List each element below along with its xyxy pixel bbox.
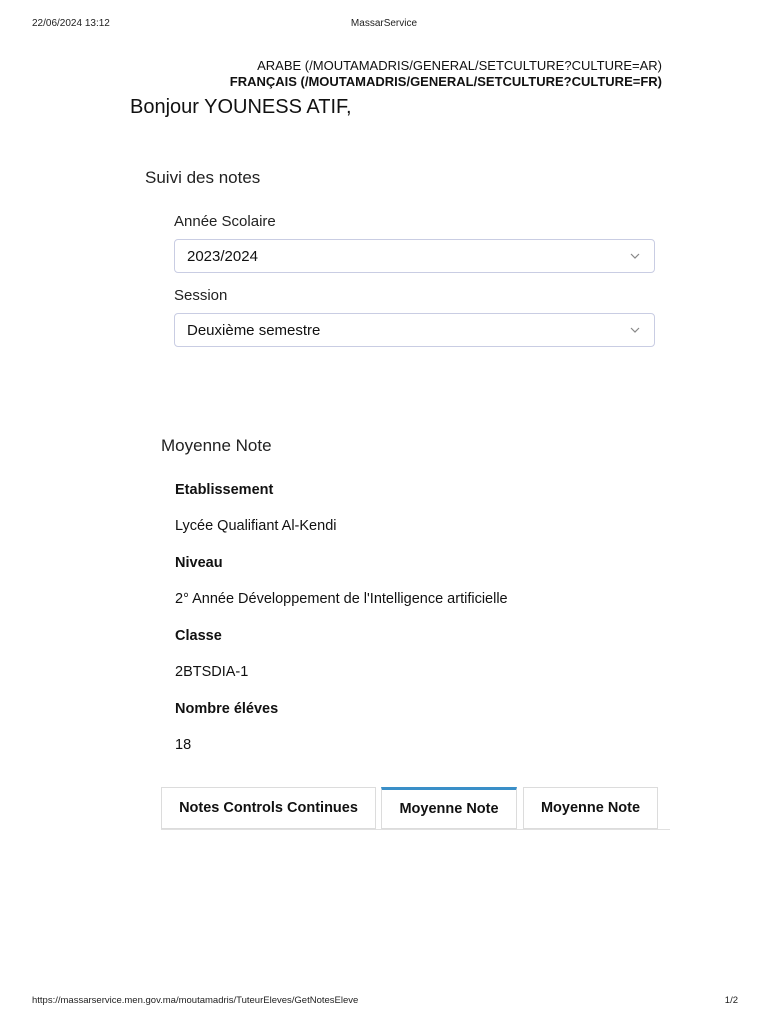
classe-label: Classe bbox=[175, 628, 222, 644]
session-select[interactable] bbox=[174, 313, 655, 347]
etablissement-label: Etablissement bbox=[175, 482, 274, 498]
moyenne-note-title: Moyenne Note bbox=[161, 436, 272, 455]
niveau-value: 2° Année Développement de l'Intelligence artificielle bbox=[175, 591, 508, 607]
session-value: Deuxième semestre bbox=[187, 322, 321, 339]
nombre-eleves-label: Nombre éléves bbox=[175, 701, 279, 717]
language-switcher bbox=[230, 58, 662, 90]
classe-value: 2BTSDIA-1 bbox=[175, 664, 249, 680]
language-arabic-link[interactable]: ARABE (/MOUTAMADRIS/GENERAL/SETCULTURE?CULTURE=AR) bbox=[257, 58, 662, 73]
print-url: https://massarservice.men.gov.ma/moutamadris/TuteurEleves/GetNotesEleve bbox=[32, 995, 359, 1006]
nombre-eleves-value: 18 bbox=[175, 737, 192, 753]
session-label: Session bbox=[174, 287, 228, 304]
suivi-notes-title: Suivi des notes bbox=[145, 168, 261, 187]
print-page-title: MassarService bbox=[350, 18, 418, 29]
etablissement-value: Lycée Qualifiant Al-Kendi bbox=[175, 518, 337, 534]
tab-notes-controls-continues[interactable]: Notes Controls Continues bbox=[161, 787, 376, 829]
chevron-down-icon bbox=[628, 249, 642, 263]
print-datetime: 22/06/2024 13:12 bbox=[32, 18, 110, 29]
annee-scolaire-value: 2023/2024 bbox=[187, 248, 258, 265]
print-page-number: 1/2 bbox=[724, 995, 738, 1006]
annee-scolaire-label: Année Scolaire bbox=[174, 213, 276, 230]
chevron-down-icon bbox=[628, 323, 642, 337]
niveau-label: Niveau bbox=[175, 555, 223, 571]
tab-moyenne-note-active[interactable]: Moyenne Note bbox=[381, 787, 517, 829]
tab-moyenne-note[interactable]: Moyenne Note bbox=[523, 787, 658, 829]
notes-tabs bbox=[161, 787, 670, 830]
greeting: Bonjour YOUNESS ATIF, bbox=[130, 96, 352, 118]
language-french-link[interactable]: FRANÇAIS (/MOUTAMADRIS/GENERAL/SETCULTURE?CULTURE=FR) bbox=[229, 74, 662, 89]
annee-scolaire-select[interactable] bbox=[174, 239, 655, 273]
